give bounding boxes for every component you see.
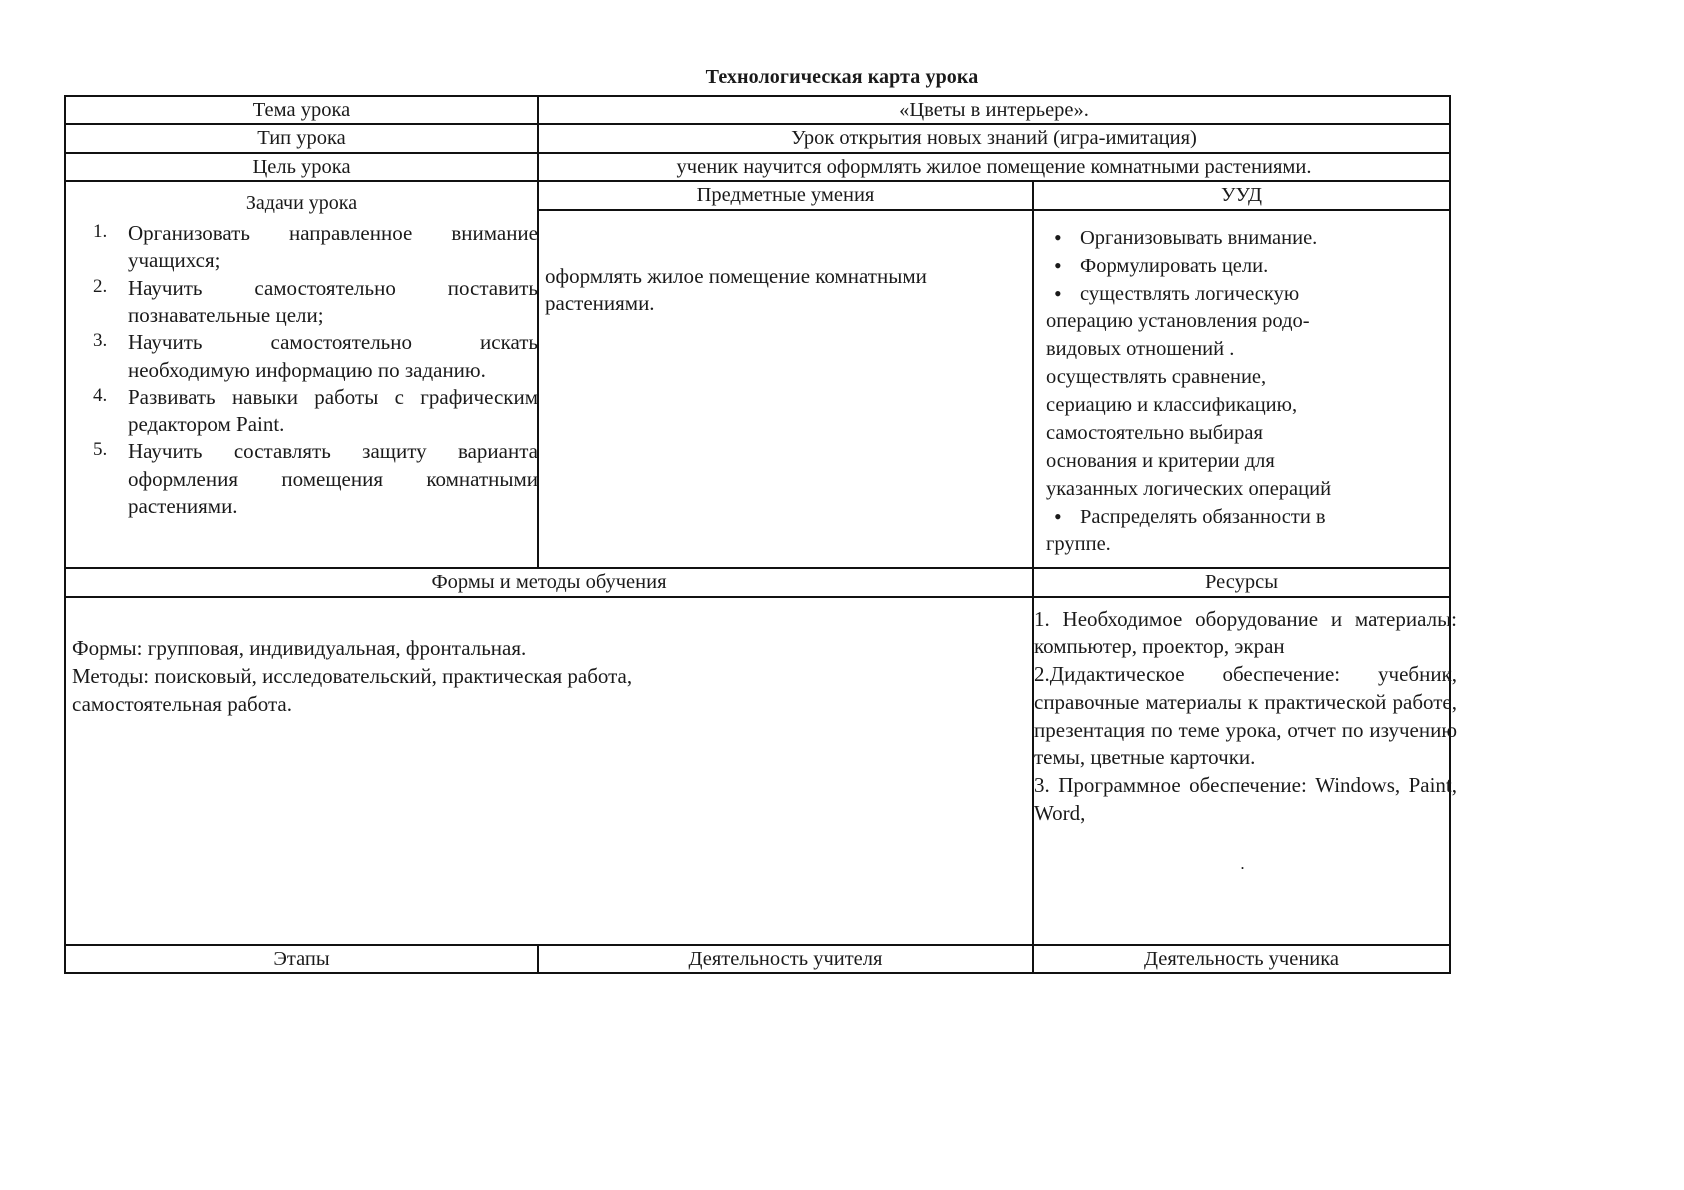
methods-line: Методы: поисковый, исследовательский, практическая работа, <box>72 664 633 689</box>
objectives-list <box>72 220 538 520</box>
forms-methods-header-cell: Формы и методы обучения <box>65 568 1033 596</box>
goal-label-cell: Цель урока <box>65 153 538 181</box>
resources-list <box>1034 606 1457 828</box>
subject-skills-cell <box>538 210 1033 569</box>
list-item: • Организовывать внимание. <box>1040 225 1443 253</box>
goal-value-cell: ученик научится оформлять жилое помещение комнатными растениями. <box>538 153 1450 181</box>
list-item: 2.Дидактическое обеспечение: учебник, справочные материалы к практической работе, презентация по теме урока, отчет по изучению темы, цветные карточки. <box>1034 662 1458 770</box>
table-row-goal <box>65 153 1450 181</box>
resources-cell <box>1033 597 1458 945</box>
uud-header-cell: УУД <box>1033 181 1450 209</box>
list-item: видовых отношений . <box>1046 338 1235 361</box>
list-item: операцию установления родо- <box>1046 310 1310 333</box>
type-value-cell: Урок открытия новых знаний (игра-имитация) <box>538 124 1450 152</box>
list-item: группе. <box>1046 533 1111 556</box>
table-row-forms-resources-content <box>65 597 1450 945</box>
list-item: • Распределять обязанности в <box>1040 504 1443 532</box>
teacher-activity-header-cell: Деятельность учителя <box>538 945 1033 973</box>
methods-line-cont: самостоятельная работа. <box>72 692 292 717</box>
resources-header-cell: Ресурсы <box>1033 568 1450 596</box>
table-row-section-headers <box>65 181 1450 209</box>
list-item: • Формулировать цели. <box>1040 253 1443 281</box>
list-item: основания и критерии для <box>1046 449 1275 472</box>
subject-skills-text: оформлять жилое помещение комнатными растениями. <box>545 263 927 316</box>
list-item: сериацию и классификацию, <box>1046 394 1298 416</box>
table-row-forms-resources-headers <box>65 568 1450 596</box>
list-item: Научить самостоятельно поставить познавательные цели; <box>128 275 538 327</box>
subject-skills-header-cell: Предметные умения <box>538 181 1033 209</box>
list-item: • существлять логическую <box>1040 281 1443 309</box>
list-item: самостоятельно выбирая <box>1046 421 1263 444</box>
objectives-header: Задачи урока <box>245 192 358 215</box>
list-item: осуществлять сравнение, <box>1046 366 1267 389</box>
list-item: Развивать навыки работы с графическим редактором Paint. <box>128 384 538 437</box>
table-row-topic <box>65 96 1450 124</box>
type-label-cell: Тип урока <box>65 124 538 152</box>
list-item: указанных логических операций <box>1046 477 1332 500</box>
table-row-bottom-headers <box>65 945 1450 973</box>
student-activity-header-cell: Деятельность ученика <box>1033 945 1450 973</box>
topic-value-cell: «Цветы в интерьере». <box>538 96 1450 124</box>
list-item: 1. Необходимое оборудование и материалы: компьютер, проектор, экран <box>1034 606 1458 659</box>
objectives-cell <box>65 181 538 568</box>
page-title: Технологическая карта урока <box>705 66 979 88</box>
uud-cell <box>1033 210 1450 569</box>
list-item: Организовать направленное внимание учащихся; <box>128 221 538 273</box>
topic-label-cell: Тема урока <box>65 96 538 124</box>
list-item: Научить самостоятельно искать необходимую информацию по заданию. <box>128 330 538 382</box>
resources-trailing-mark: . <box>1240 854 1245 874</box>
list-item: Научить составлять защиту варианта оформления помещения комнатными растениями. <box>128 439 538 519</box>
uud-list <box>1040 225 1443 560</box>
stages-header-cell: Этапы <box>65 945 538 973</box>
list-item: 3. Программное обеспечение: Windows, Paint, Word, <box>1034 773 1458 825</box>
table-row-type <box>65 124 1450 152</box>
lesson-technological-map-table <box>64 95 1458 974</box>
forms-methods-text <box>72 634 1022 719</box>
forms-line: Формы: групповая, индивидуальная, фронтальная. <box>72 635 527 660</box>
forms-methods-cell <box>65 597 1033 945</box>
